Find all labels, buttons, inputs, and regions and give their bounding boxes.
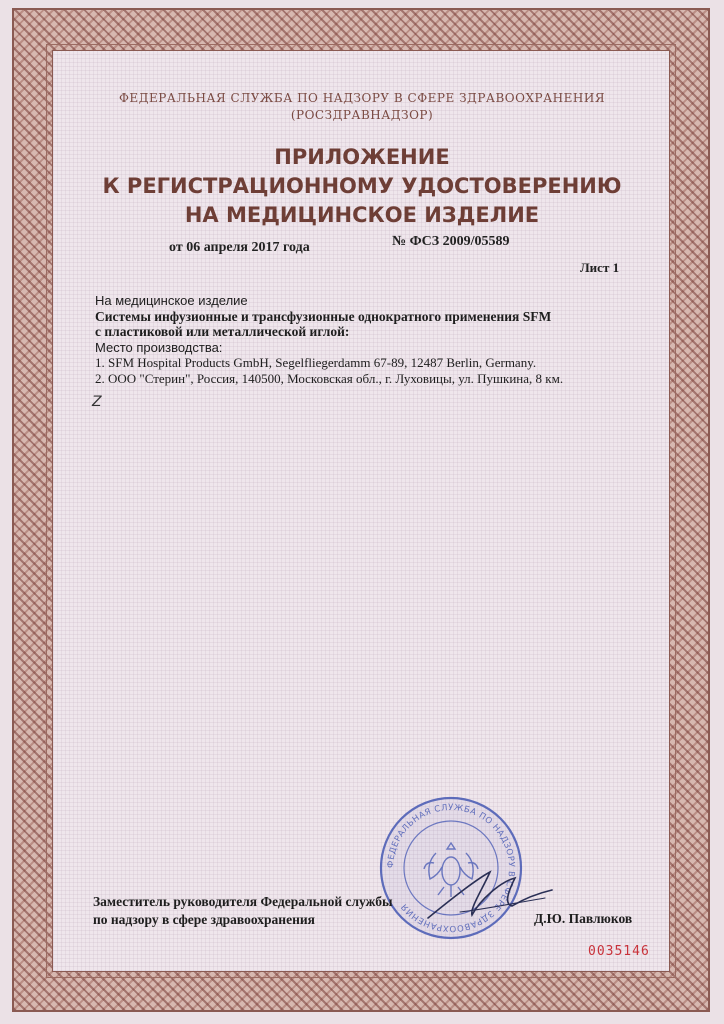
registration-number: № ФСЗ 2009/05589 (392, 234, 510, 249)
title-line-1: ПРИЛОЖЕНИЕ (274, 145, 450, 169)
signatory-title-line-1: Заместитель руководителя Федеральной службы (93, 894, 393, 909)
place-of-manufacture-label: Место производства: (95, 339, 223, 355)
title-line-3: НА МЕДИЦИНСКОЕ ИЗДЕЛИЕ (184, 203, 540, 227)
product-name-line-1: Системы инфузионные и трансфузионные однократного применения SFM (95, 308, 552, 324)
title-line-2: К РЕГИСТРАЦИОННОМУ УДОСТОВЕРЕНИЮ (102, 174, 622, 198)
sheet-number: Лист 1 (580, 260, 620, 275)
manufacturer-1: 1. SFM Hospital Products GmbH, Segelfliegerdamm 67-89, 12487 Berlin, Germany. (95, 355, 537, 370)
document-title (62, 143, 662, 230)
product-name-line-2: с пластиковой или металлической иглой: (95, 324, 350, 339)
agency-header (62, 90, 662, 124)
document-body (95, 293, 655, 386)
serial-number: 0035146 (588, 944, 650, 959)
intro-text: На медицинское изделие (95, 293, 248, 308)
issue-date: от 06 апреля 2017 года (169, 240, 310, 255)
signatory-title (93, 893, 393, 929)
signatory-name: Д.Ю. Павлюков (534, 911, 633, 926)
manufacturer-2: 2. ООО "Стерин", Россия, 140500, Московская обл., г. Луховицы, ул. Пушкина, 8 км. (95, 370, 564, 386)
agency-name: ФЕДЕРАЛЬНАЯ СЛУЖБА ПО НАДЗОРУ В СФЕРЕ ЗДРАВООХРАНЕНИЯ (118, 91, 606, 105)
seal-text: ФЕДЕРАЛЬНАЯ СЛУЖБА ПО НАДЗОРУ В СФЕРЕ ЗДРАВООХРАНЕНИЯ (385, 802, 517, 934)
signatory-title-line-2: по надзору в сфере здравоохранения (93, 912, 315, 927)
handwritten-mark: Z (92, 394, 102, 410)
agency-abbreviation: (РОСЗДРАВНАДЗОР) (290, 108, 434, 122)
